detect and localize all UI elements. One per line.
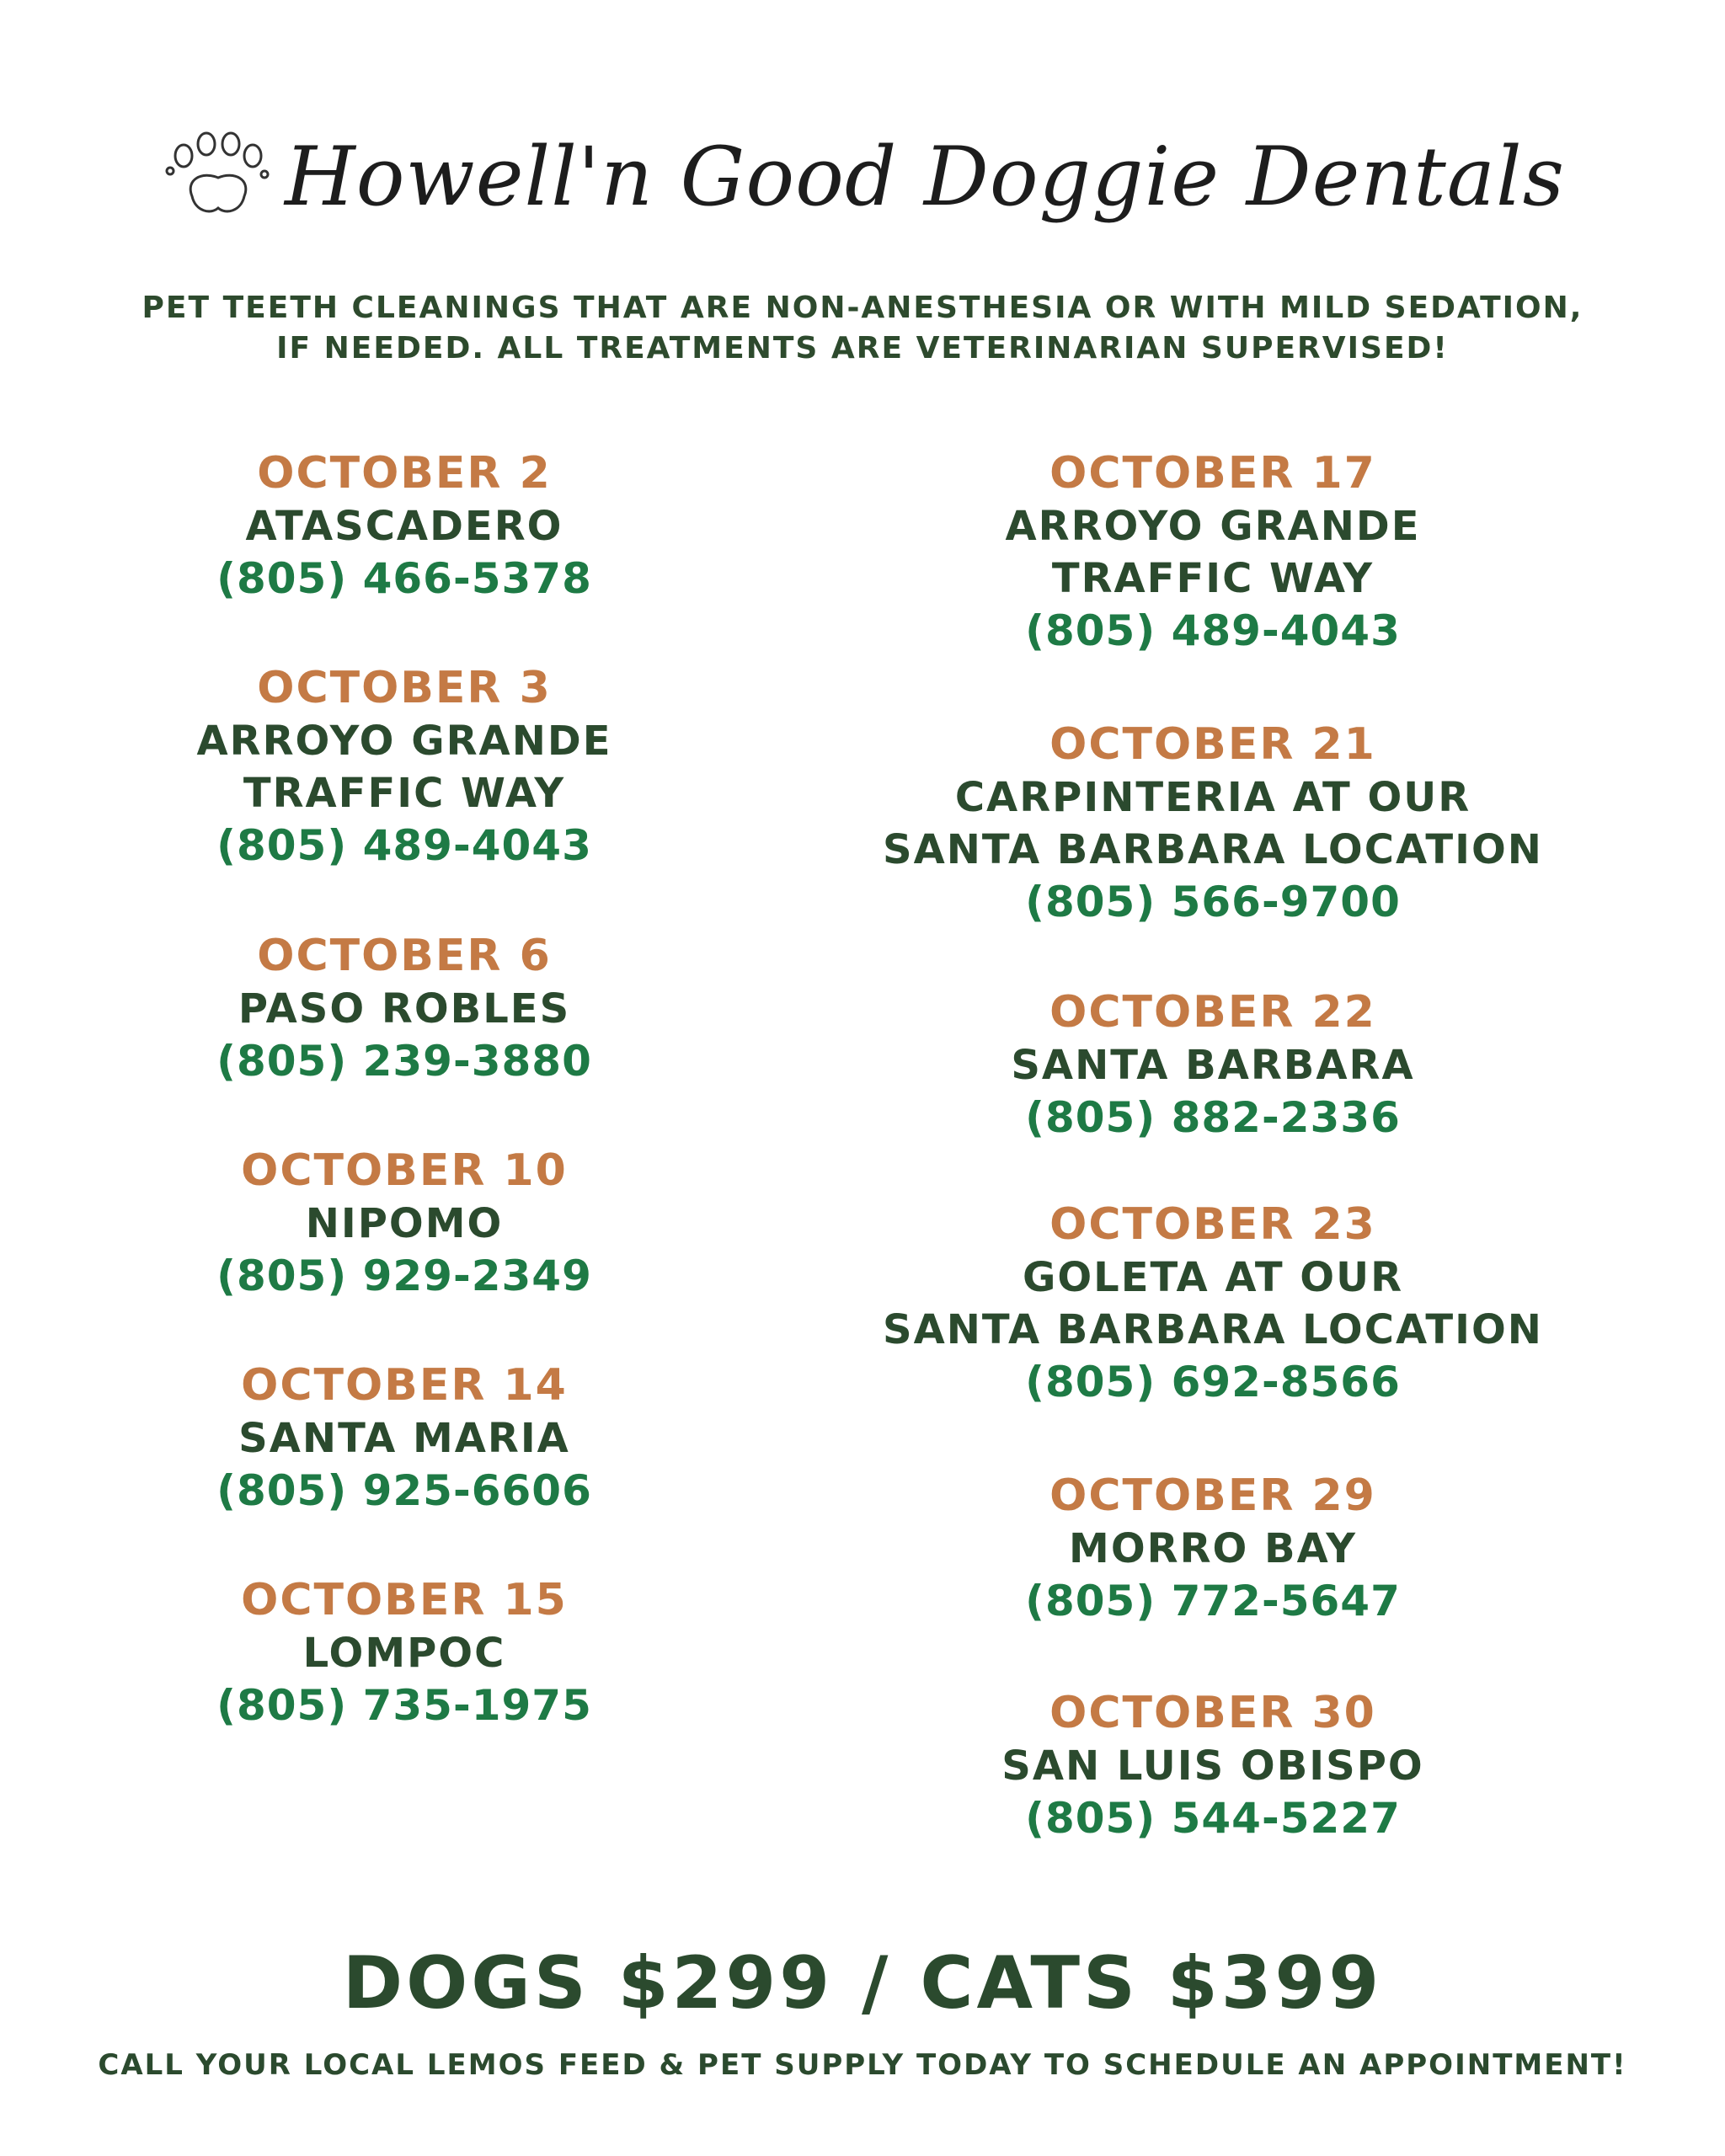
footer-call-to-action: CALL YOUR LOCAL LEMOS FEED & PET SUPPLY TODAY TO SCHEDULE AN APPOINTMENT! xyxy=(98,2048,1627,2082)
event-phone: (805) 489-4043 xyxy=(1025,606,1401,655)
event-date: OCTOBER 29 xyxy=(1049,1470,1376,1521)
event-phone: (805) 566-9700 xyxy=(1025,878,1401,926)
event-location: ARROYO GRANDE xyxy=(1005,503,1421,550)
pricing-banner: DOGS $299 / CATS $399 xyxy=(342,1941,1383,2025)
event-date: OCTOBER 2 xyxy=(257,448,552,499)
event-phone: (805) 544-5227 xyxy=(1025,1794,1401,1843)
event-phone: (805) 735-1975 xyxy=(216,1681,592,1730)
event-date: OCTOBER 22 xyxy=(1049,987,1376,1038)
event-item xyxy=(152,1144,657,1358)
event-date: OCTOBER 21 xyxy=(1049,719,1376,770)
event-item xyxy=(152,1573,657,1788)
event-location: SANTA BARBARA xyxy=(1011,1042,1415,1089)
event-item xyxy=(842,1198,1583,1469)
event-location: GOLETA AT OUR xyxy=(1022,1254,1404,1301)
event-date: OCTOBER 17 xyxy=(1049,448,1376,499)
event-location: PASO ROBLES xyxy=(238,985,571,1033)
event-phone: (805) 489-4043 xyxy=(216,821,592,870)
right-schedule-column xyxy=(842,446,1583,1844)
event-location-line2: SANTA BARBARA LOCATION xyxy=(883,826,1543,873)
event-date: OCTOBER 15 xyxy=(241,1575,568,1625)
event-item xyxy=(842,1686,1583,1844)
event-date: OCTOBER 14 xyxy=(241,1360,568,1411)
event-location: ARROYO GRANDE xyxy=(196,718,612,765)
event-location: MORRO BAY xyxy=(1069,1525,1357,1572)
event-location-line2: TRAFFIC WAY xyxy=(243,770,566,817)
event-phone: (805) 882-2336 xyxy=(1025,1093,1401,1142)
event-date: OCTOBER 10 xyxy=(241,1145,568,1196)
logo xyxy=(160,130,1565,224)
left-schedule-column xyxy=(152,446,657,1788)
event-location: ATASCADERO xyxy=(245,503,563,550)
event-location: NIPOMO xyxy=(305,1200,504,1247)
event-date: OCTOBER 6 xyxy=(257,931,552,981)
event-phone: (805) 466-5378 xyxy=(216,554,592,603)
event-item xyxy=(842,718,1583,985)
event-phone: (805) 239-3880 xyxy=(216,1037,592,1086)
event-location-line2: TRAFFIC WAY xyxy=(1051,555,1375,602)
event-item xyxy=(842,446,1583,718)
tagline-line2: IF NEEDED. ALL TREATMENTS ARE VETERINARIAN SUPERVISED! xyxy=(276,331,1449,366)
event-item xyxy=(152,1358,657,1573)
paw-print-icon xyxy=(160,131,270,223)
event-phone: (805) 925-6606 xyxy=(216,1466,592,1515)
event-location: SAN LUIS OBISPO xyxy=(1001,1742,1424,1790)
event-item xyxy=(152,661,657,929)
event-location-line2: SANTA BARBARA LOCATION xyxy=(883,1306,1543,1353)
event-phone: (805) 929-2349 xyxy=(216,1251,592,1300)
event-location: CARPINTERIA AT OUR xyxy=(954,774,1471,821)
event-location: LOMPOC xyxy=(302,1630,506,1677)
event-item xyxy=(842,985,1583,1198)
tagline-line1: PET TEETH CLEANINGS THAT ARE NON-ANESTHESIA OR WITH MILD SEDATION, xyxy=(142,291,1583,325)
event-location: SANTA MARIA xyxy=(238,1415,570,1462)
brand-title: Howell'n Good Doggie Dentals xyxy=(285,130,1565,224)
event-phone: (805) 772-5647 xyxy=(1025,1577,1401,1625)
event-item xyxy=(152,446,657,661)
event-date: OCTOBER 30 xyxy=(1049,1688,1376,1738)
event-date: OCTOBER 23 xyxy=(1049,1199,1376,1250)
event-item xyxy=(152,929,657,1144)
event-date: OCTOBER 3 xyxy=(257,663,552,713)
event-phone: (805) 692-8566 xyxy=(1025,1358,1401,1406)
tagline xyxy=(0,288,1725,369)
event-item xyxy=(842,1469,1583,1686)
header xyxy=(0,109,1725,244)
